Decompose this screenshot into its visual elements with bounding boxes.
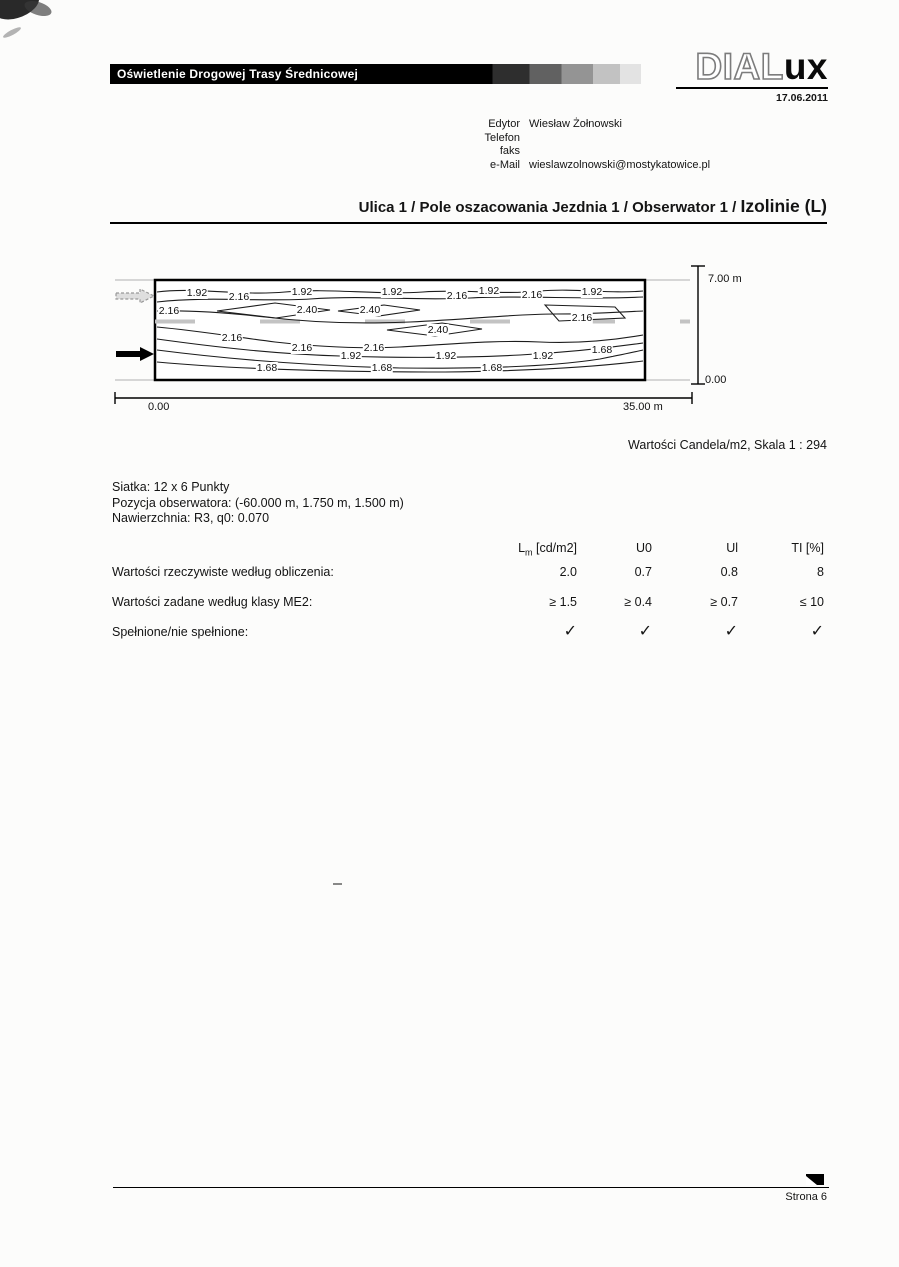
lm-unit: [cd/m2] [532, 541, 577, 555]
table-cell: 2.0 [559, 564, 577, 579]
table-cell: ≥ 0.4 [624, 594, 652, 609]
column-header-ti: TI [%] [791, 541, 824, 555]
grid-info: Siatka: 12 x 6 Punkty [112, 480, 230, 494]
isoline-value-label: 1.68 [481, 362, 503, 374]
isoline-value-label: 2.16 [363, 342, 385, 354]
isoline-value-label: 1.92 [435, 350, 457, 362]
scan-artifact [333, 883, 342, 885]
isoline-value-label: 2.16 [446, 290, 468, 302]
results-fulfilled-row [112, 622, 824, 640]
section-title-main: Ulica 1 / Pole oszacowania Jezdnia 1 / Obserwator 1 / [358, 199, 741, 216]
lm-subscript: m [525, 547, 533, 558]
scale-y-max-label: 7.00 m [708, 273, 742, 285]
contact-label: Telefon [484, 131, 520, 144]
isoline-diagram [110, 258, 742, 420]
results-table [112, 541, 824, 655]
header-bar [110, 64, 641, 84]
column-header-u0: U0 [636, 541, 652, 555]
isoline-value-label: 2.16 [221, 332, 243, 344]
logo-ux-text: ux [783, 46, 828, 87]
contact-value: Wiesław Żołnowski [529, 118, 622, 130]
isoline-value-label: 2.40 [359, 304, 381, 316]
contact-block [446, 118, 710, 172]
contact-label: Edytor [488, 118, 520, 130]
direction-arrow-black [116, 347, 154, 361]
dialux-logo [676, 48, 828, 89]
section-title [110, 196, 827, 224]
logo-dial-text: DIAL [695, 46, 784, 87]
row-label: Spełnione/nie spełnione: [112, 624, 249, 639]
isoline-value-label: 1.92 [532, 350, 554, 362]
horizontal-scale [115, 392, 692, 404]
vertical-scale [691, 266, 705, 384]
contact-row [446, 159, 710, 173]
project-title: Oświetlenie Drogowej Trasy Średnicowej [117, 67, 359, 81]
isoline-value-label: 1.68 [591, 344, 613, 356]
check-icon: ✓ [563, 622, 577, 640]
scan-artifact [2, 26, 22, 40]
results-required-row [112, 595, 824, 609]
table-cell: 0.8 [720, 564, 738, 579]
isoline-value-label: 1.92 [478, 285, 500, 297]
isoline-value-label: 2.16 [158, 305, 180, 317]
column-header-ul: Ul [726, 541, 738, 555]
isoline-value-label: 1.68 [371, 362, 393, 374]
isoline-value-label: 1.92 [340, 350, 362, 362]
scan-artifact [0, 0, 43, 24]
surface-info: Nawierzchnia: R3, q0: 0.070 [112, 511, 270, 525]
results-header-row [112, 541, 824, 558]
check-icon: ✓ [724, 622, 738, 640]
report-date: 17.06.2011 [776, 92, 828, 104]
check-icon: ✓ [638, 622, 652, 640]
isoline-value-label: 1.92 [581, 286, 603, 298]
check-icon: ✓ [810, 622, 824, 640]
contact-row [446, 145, 710, 159]
results-actual-row [112, 565, 824, 579]
isoline-value-label: 2.16 [521, 289, 543, 301]
isoline-value-label: 2.16 [571, 312, 593, 324]
direction-arrow-gray [116, 289, 154, 303]
table-cell: 0.7 [634, 564, 652, 579]
calculation-info [112, 480, 404, 527]
isoline-value-label: 1.68 [256, 362, 278, 374]
contact-label: faks [499, 145, 520, 157]
table-cell: ≤ 10 [799, 594, 824, 609]
isoline-value-label: 1.92 [381, 286, 403, 298]
contact-row [446, 132, 710, 146]
contact-label: e-Mail [490, 158, 520, 171]
isoline-value-label: 2.40 [427, 324, 449, 336]
table-cell: ≥ 0.7 [710, 594, 738, 609]
lm-symbol: L [518, 541, 526, 555]
observer-position-info: Pozycja obserwatora: (-60.000 m, 1.750 m, 1.500 m) [112, 495, 404, 510]
isoline-value-label: 2.16 [291, 342, 313, 354]
row-label: Wartości rzeczywiste według obliczenia: [112, 564, 334, 579]
values-unit-note: Wartości Candela/m2, Skala 1 : 294 [628, 438, 827, 452]
row-label: Wartości zadane według klasy ME2: [112, 594, 313, 609]
page-number: Strona 6 [785, 1191, 827, 1203]
isoline-value-label: 1.92 [186, 287, 208, 299]
page-corner-mark-notch [806, 1176, 817, 1185]
scale-y-min-label: 0.00 [705, 374, 727, 386]
footer-divider [113, 1187, 829, 1188]
section-title-emphasis: Izolinie (L) [740, 196, 827, 216]
isoline-value-label: 1.92 [291, 286, 313, 298]
column-header-lm [452, 541, 577, 558]
contact-email: wieslawzolnowski@mostykatowice.pl [529, 158, 711, 171]
table-cell: 8 [817, 564, 824, 579]
contact-row [446, 118, 710, 132]
scan-artifact [23, 0, 54, 19]
dialux-logo-block [676, 48, 828, 104]
isoline-value-label: 2.40 [296, 304, 318, 316]
isoline-label-layer [155, 280, 645, 380]
scale-x-min-label: 0.00 [148, 401, 170, 413]
table-cell: ≥ 1.5 [549, 594, 577, 609]
scale-x-max-label: 35.00 m [623, 401, 663, 413]
isoline-value-label: 2.16 [228, 291, 250, 303]
page-corner-mark-icon [806, 1174, 824, 1185]
